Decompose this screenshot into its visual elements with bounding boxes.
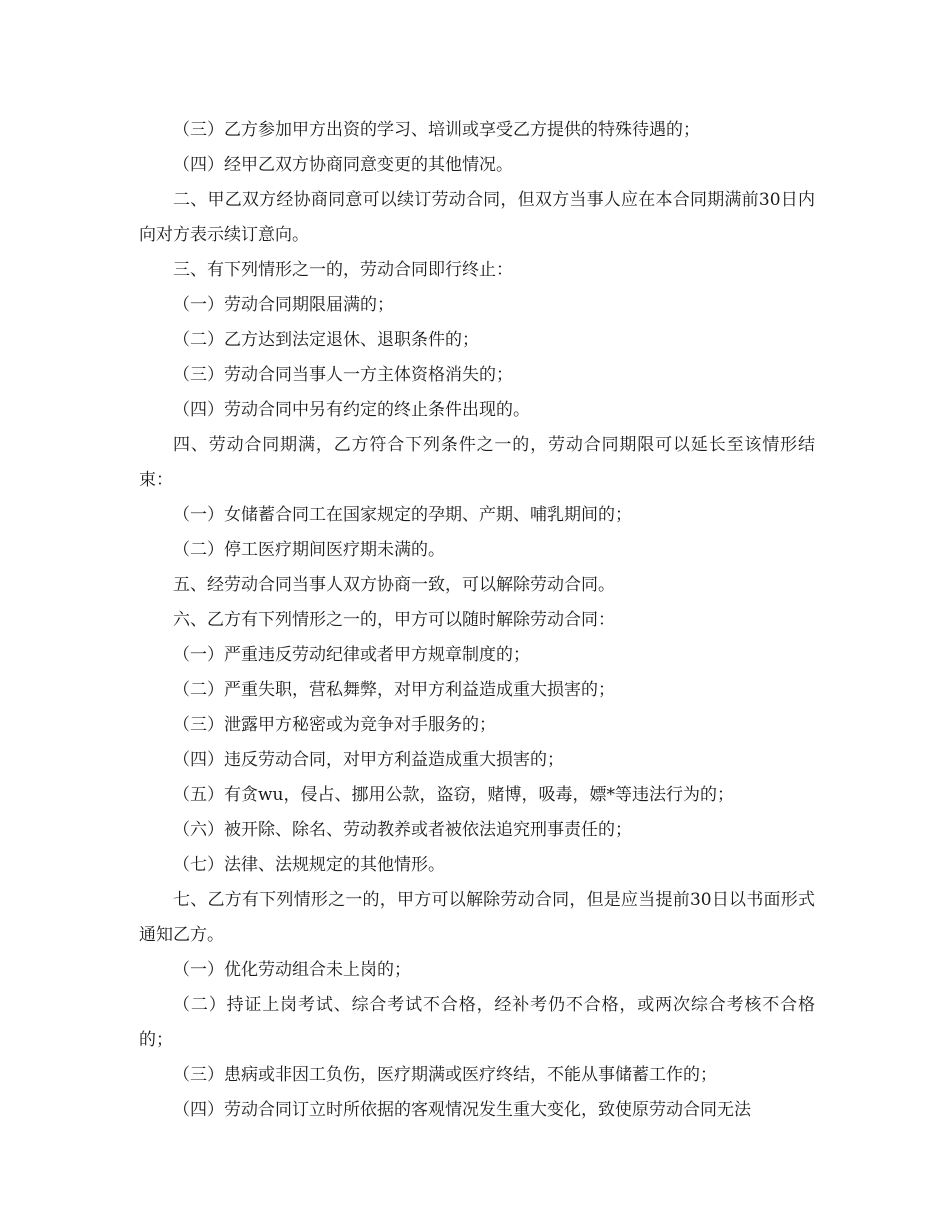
document-body [139,113,815,1128]
paragraph: （三）劳动合同当事人一方主体资格消失的； [173,365,513,385]
paragraph: 六、乙方有下列情形之一的，甲方可以随时解除劳动合同： [173,610,615,630]
paragraph: （二）持证上岗考试、综合考试不合格，经补考仍不合格，或两次综合考核不合格的； [139,995,815,1050]
paragraph: （三）患病或非因工负伤，医疗期满或医疗终结，不能从事储蓄工作的； [173,1065,717,1085]
paragraph: （三）乙方参加甲方出资的学习、培训或享受乙方提供的特殊待遇的； [173,120,700,140]
paragraph: 二、甲乙双方经协商同意可以续订劳动合同，但双方当事人应在本合同期满前30日内向对方表示续订意向。 [139,190,815,245]
paragraph: （二）停工医疗期间医疗期未满的。 [173,540,445,560]
paragraph: （三）泄露甲方秘密或为竞争对手服务的； [173,715,496,735]
paragraph: （六）被开除、除名、劳动教养或者被依法追究刑事责任的； [173,820,632,840]
paragraph: 三、有下列情形之一的，劳动合同即行终止： [173,260,513,280]
paragraph: （一）严重违反劳动纪律或者甲方规章制度的； [173,645,530,665]
paragraph: （一）劳动合同期限届满的； [173,295,394,315]
paragraph: （五）有贪wu，侵占、挪用公款，盗窃，赌博，吸毒，嫖*等违法行为的； [173,785,734,805]
paragraph: （四）经甲乙双方协商同意变更的其他情况。 [173,155,513,175]
paragraph: （一）女储蓄合同工在国家规定的孕期、产期、哺乳期间的； [173,505,632,525]
paragraph: 四、劳动合同期满，乙方符合下列条件之一的，劳动合同期限可以延长至该情形结束： [139,435,815,490]
paragraph: （二）乙方达到法定退休、退职条件的； [173,330,479,350]
paragraph: 五、经劳动合同当事人双方协商一致，可以解除劳动合同。 [173,575,615,595]
paragraph: （四）劳动合同订立时所依据的客观情况发生重大变化，致使原劳动合同无法 [173,1100,751,1120]
paragraph: （二）严重失职，营私舞弊，对甲方利益造成重大损害的； [173,680,615,700]
paragraph: （四）劳动合同中另有约定的终止条件出现的。 [173,400,530,420]
paragraph: （七）法律、法规规定的其他情形。 [173,855,445,875]
paragraph: 七、乙方有下列情形之一的，甲方可以解除劳动合同，但是应当提前30日以书面形式通知乙方。 [139,890,815,945]
paragraph: （四）违反劳动合同，对甲方利益造成重大损害的； [173,750,564,770]
paragraph: （一）优化劳动组合未上岗的； [173,960,411,980]
